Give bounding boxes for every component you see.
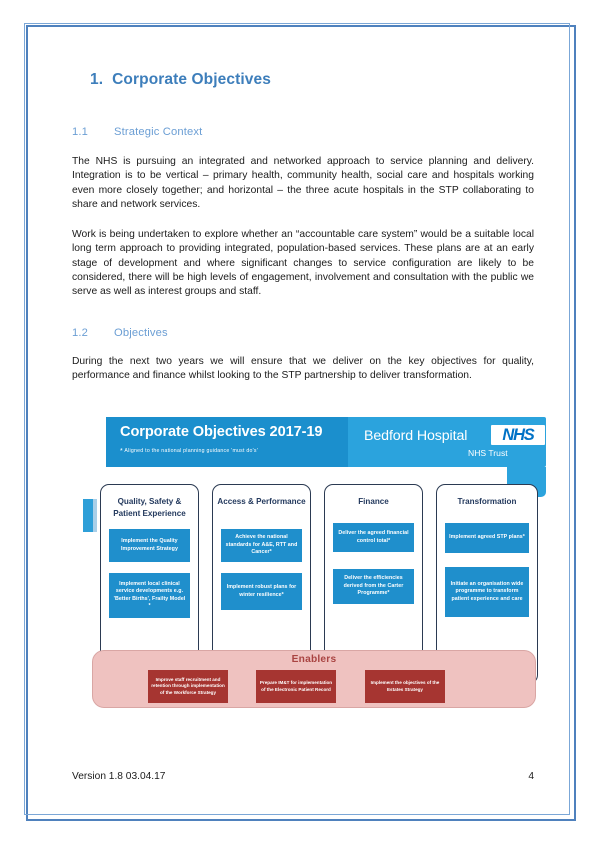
diagram-footnote [120,448,258,455]
enablers-panel [92,650,536,708]
section-title-1-2: Objectives [114,326,168,339]
objective-box: Implement agreed STP plans* [445,523,529,553]
section-number-1-1: 1.1 [72,126,89,138]
column-title: Access & Performance [217,497,306,506]
objective-box: Implement local clinical service developments e.g. 'Better Births', Frailty Model * [109,573,190,618]
enabler-box: Prepare IM&T for implementation of the Electronic Patient Record [256,670,336,703]
objective-box: Implement robust plans for winter resilience* [221,573,302,610]
enablers-title: Enablers [291,654,337,665]
objective-box: Deliver the efficiencies derived from the Carter Programme* [333,569,414,604]
column-title: Quality, Safety & Patient Experience [113,497,186,518]
document-body [72,71,534,383]
section-heading-1-1 [72,126,534,138]
corporate-objectives-diagram [80,392,546,737]
paragraph-strategic-context-2: Work is being undertaken to explore whether an “accountable care system” would be a suitable local long term approach to providing integrated, population-based services. These plans are at an early stage of development and where significant changes to service configuration are likely to be considered, there will be high levels of engagement, involvement and consultation with the public we serve as well as interest groups and staff. [72,229,534,298]
objective-box: Implement the Quality Improvement Strategy [109,529,190,562]
objective-box: Achieve the national standards for A&E, RTT and Cancer* [221,529,302,562]
page-content [28,27,574,819]
trust-name: Bedford Hospital [364,428,468,444]
footnote-text: Aligned to the national planning guidance 'must do's' [124,448,258,454]
objective-box: Deliver the agreed financial control total* [333,523,414,552]
column-title: Transformation [457,497,517,506]
diagram-header-band [106,417,546,467]
section-number-1-2: 1.2 [72,326,89,339]
enabler-box: Implement the objectives of the Estates Strategy [365,670,445,703]
diagram-title: Corporate Objectives 2017-19 [120,424,323,440]
footer-version: Version 1.8 03.04.17 [72,771,166,782]
page-title [90,71,534,89]
footer-page-number: 4 [528,771,534,782]
enabler-box: Improve staff recruitment and retention through implementation of the Workforce Strategy [148,670,228,703]
section-title-1-1: Strategic Context [114,126,203,138]
paragraph-strategic-context-1: The NHS is pursuing an integrated and networked approach to service planning and delivery. Integration is to be vertical – primary health, community health, social care and hospitals working even more closely together; and horizontal – the three acute hospitals in the STP collaborating to share and network services. [72,156,534,210]
page-footer [72,771,534,782]
objective-box: Initiate an organisation wide programme to transform patient experience and care [445,567,529,617]
column-title: Finance [358,497,389,506]
nhs-logo: NHS [491,425,545,445]
diagram-left-accent-shade [93,499,97,532]
page-title-number: 1. [90,71,104,88]
footnote-star-icon: * [120,448,123,455]
page-border [26,25,576,821]
section-heading-1-2 [72,327,534,339]
diagram-left-accent-bar [83,499,93,532]
page-title-text: Corporate Objectives [112,71,271,88]
trust-subtitle: NHS Trust [468,448,508,458]
paragraph-objectives-1: During the next two years we will ensure that we deliver on the key objectives for quality, performance and finance whilst looking to the STP partnership to deliver transformation. [72,355,534,381]
